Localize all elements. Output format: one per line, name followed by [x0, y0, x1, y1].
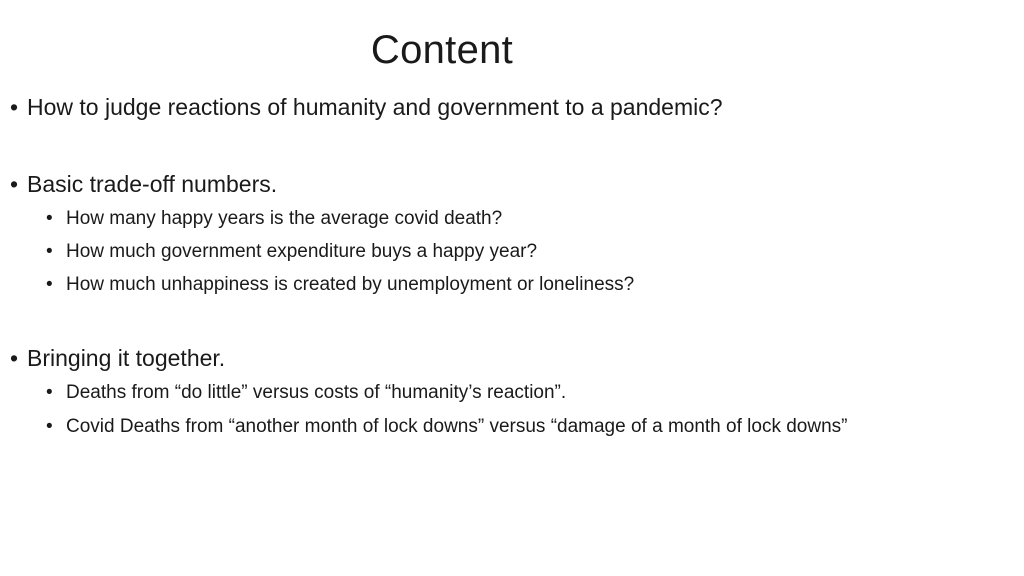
sub-bullet-dot: • — [46, 416, 53, 437]
sub-bullet-text: How many happy years is the average covid death? — [66, 208, 503, 229]
sub-bullet-item — [46, 205, 986, 233]
sub-bullet-dot: • — [46, 241, 53, 262]
sub-bullet-dot: • — [46, 382, 53, 403]
sub-bullet-item — [46, 271, 986, 299]
slide-title: Content — [370, 28, 514, 72]
bullet-text: How to judge reactions of humanity and government to a pandemic? — [27, 94, 723, 120]
bullet-item-3 — [10, 344, 225, 372]
bullet-item-2 — [10, 170, 277, 198]
sub-bullet-text: How much unhappiness is created by unemployment or loneliness? — [66, 274, 635, 295]
bullet-text: Bringing it together. — [27, 345, 226, 371]
bullet-dot: • — [10, 345, 19, 371]
bullet-dot: • — [10, 94, 19, 120]
sub-bullet-dot: • — [46, 274, 53, 295]
bullet-dot: • — [10, 171, 19, 197]
sub-bullet-item — [46, 413, 986, 441]
bullet-item-1 — [10, 93, 723, 121]
sub-bullet-text: How much government expenditure buys a happy year? — [66, 241, 538, 262]
sub-bullet-item — [46, 379, 986, 407]
sub-bullet-text: Deaths from “do little” versus costs of “humanity’s reaction”. — [66, 382, 567, 403]
bullet-text: Basic trade-off numbers. — [27, 171, 278, 197]
sub-bullet-text: Covid Deaths from “another month of lock downs” versus “damage of a month of lock downs” — [66, 416, 848, 437]
sub-bullet-item — [46, 238, 986, 266]
sub-bullet-dot: • — [46, 208, 53, 229]
